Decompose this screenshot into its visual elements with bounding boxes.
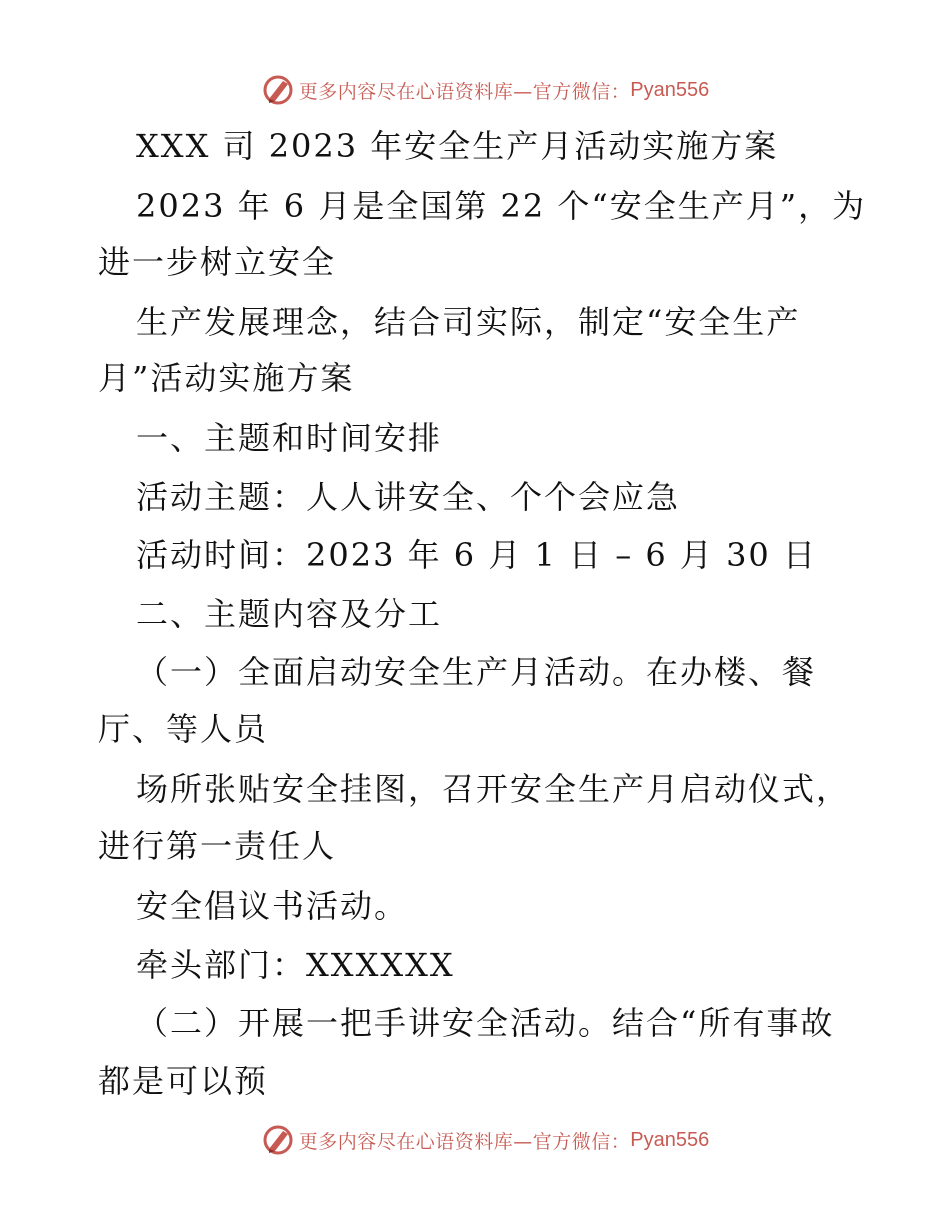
paragraph-line: （一）全面启动安全生产月活动。在办楼、餐 bbox=[136, 653, 817, 691]
section-heading: 一、主题和时间安排 bbox=[136, 419, 443, 457]
watermark-text: 更多内容尽在心语资料库—官方微信： bbox=[298, 1130, 631, 1153]
paragraph-line: 牵头部门：XXXXXX bbox=[136, 946, 455, 984]
paragraph-line: 厅、等人员 bbox=[98, 710, 269, 748]
paragraph-line: 活动主题：人人讲安全、个个会应急 bbox=[136, 478, 681, 516]
paragraph-line: 都是可以预 bbox=[98, 1062, 269, 1100]
paragraph-line: 生产发展理念，结合司实际，制定“安全生产 bbox=[136, 303, 801, 341]
watermark-wechat-id: Pyan556 bbox=[630, 1128, 710, 1151]
paragraph-line: 安全倡议书活动。 bbox=[136, 887, 409, 925]
paragraph-line: 2023 年 6 月是全国第 22 个“安全生产月”，为 bbox=[136, 187, 867, 225]
paragraph-line: 活动时间：2023 年 6 月 1 日 – 6 月 30 日 bbox=[136, 536, 817, 574]
paragraph-line: 进行第一责任人 bbox=[98, 827, 337, 865]
section-heading: 二、主题内容及分工 bbox=[136, 595, 443, 633]
header-watermark bbox=[0, 70, 950, 110]
watermark-wechat-id: Pyan556 bbox=[630, 78, 710, 101]
paragraph-line: （二）开展一把手讲安全活动。结合“所有事故 bbox=[136, 1004, 835, 1042]
paragraph-line: 进一步树立安全 bbox=[98, 243, 337, 281]
pen-circle-logo-icon bbox=[261, 1123, 295, 1157]
document-title: XXX 司 2023 年安全生产月活动实施方案 bbox=[136, 127, 779, 165]
paragraph-line: 月”活动实施方案 bbox=[98, 359, 355, 397]
paragraph-line: 场所张贴安全挂图，召开安全生产月启动仪式， bbox=[136, 770, 851, 808]
watermark-text: 更多内容尽在心语资料库—官方微信： bbox=[298, 80, 631, 103]
pen-circle-logo-icon bbox=[261, 73, 295, 107]
footer-watermark bbox=[0, 1120, 950, 1160]
